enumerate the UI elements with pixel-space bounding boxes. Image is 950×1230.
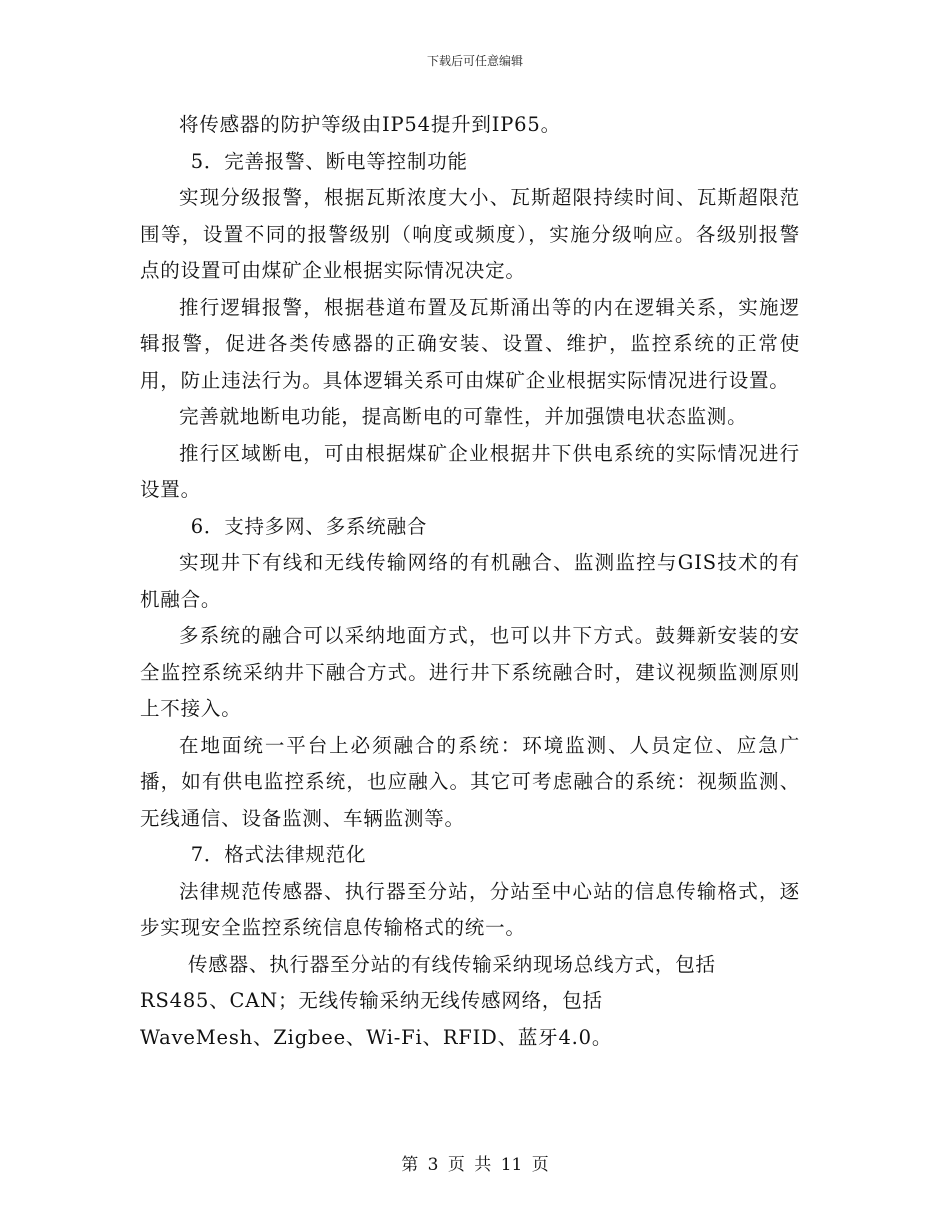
paragraph-logic-alarm: 推行逻辑报警，根据巷道布置及瓦斯涌出等的内在逻辑关系，实施逻辑报警，促进各类传感器的正确安装、设置、维护，监控系统的正常使用，防止违法行为。具体逻辑关系可由煤矿企业根据实际情况进行设置。 [140,295,800,392]
paragraph-graded-alarm: 实现分级报警，根据瓦斯浓度大小、瓦斯超限持续时间、瓦斯超限范围等，设置不同的报警级别（响度或频度），实施分级响应。各级别报警点的设置可由煤矿企业根据实际情况决定。 [140,186,800,282]
page-footer: 第 3 页 共 11 页 [401,1155,549,1175]
section-heading-5: 5．完善报警、断电等控制功能 [190,149,468,173]
paragraph-format-standard: 法律规范传感器、执行器至分站，分站至中心站的信息传输格式，逐步实现安全监控系统信息传输格式的统一。 [140,879,800,939]
transmission-line-2: RS485、CAN；无线传输采纳无线传感网络，包括 [140,989,603,1012]
page-header: 下载后可任意编辑 [426,54,523,68]
paragraph-local-power-cut: 完善就地断电功能，提高断电的可靠性，并加强馈电状态监测。 [179,405,748,428]
transmission-line-1: 传感器、执行器至分站的有线传输采纳现场总线方式，包括 [188,952,716,976]
paragraph-regional-power-cut: 推行区域断电，可由根据煤矿企业根据井下供电系统的实际情况进行设置。 [140,441,800,501]
paragraph-transmission-methods [140,947,800,1057]
paragraph-ground-platform: 在地面统一平台上必须融合的系统：环境监测、人员定位、应急广播，如有供电监控系统，也应融入。其它可考虑融合的系统：视频监测、无线通信、设备监测、车辆监测等。 [140,733,800,830]
section-heading-6: 6．支持多网、多系统融合 [190,514,428,538]
document-body [140,107,800,1056]
paragraph-protection-level: 将传感器的防护等级由IP54提升到IP65。 [179,113,561,136]
section-heading-7: 7．格式法律规范化 [190,843,367,866]
paragraph-multi-system-fusion: 多系统的融合可以采纳地面方式，也可以井下方式。鼓舞新安装的安全监控系统采纳井下融合方式。进行井下系统融合时，建议视频监测原则上不接入。 [140,624,800,720]
paragraph-network-fusion: 实现井下有线和无线传输网络的有机融合、监测监控与GIS技术的有机融合。 [140,551,800,611]
transmission-line-3: WaveMesh、Zigbee、Wi-Fi、RFID、蓝牙4.0。 [140,1025,613,1049]
